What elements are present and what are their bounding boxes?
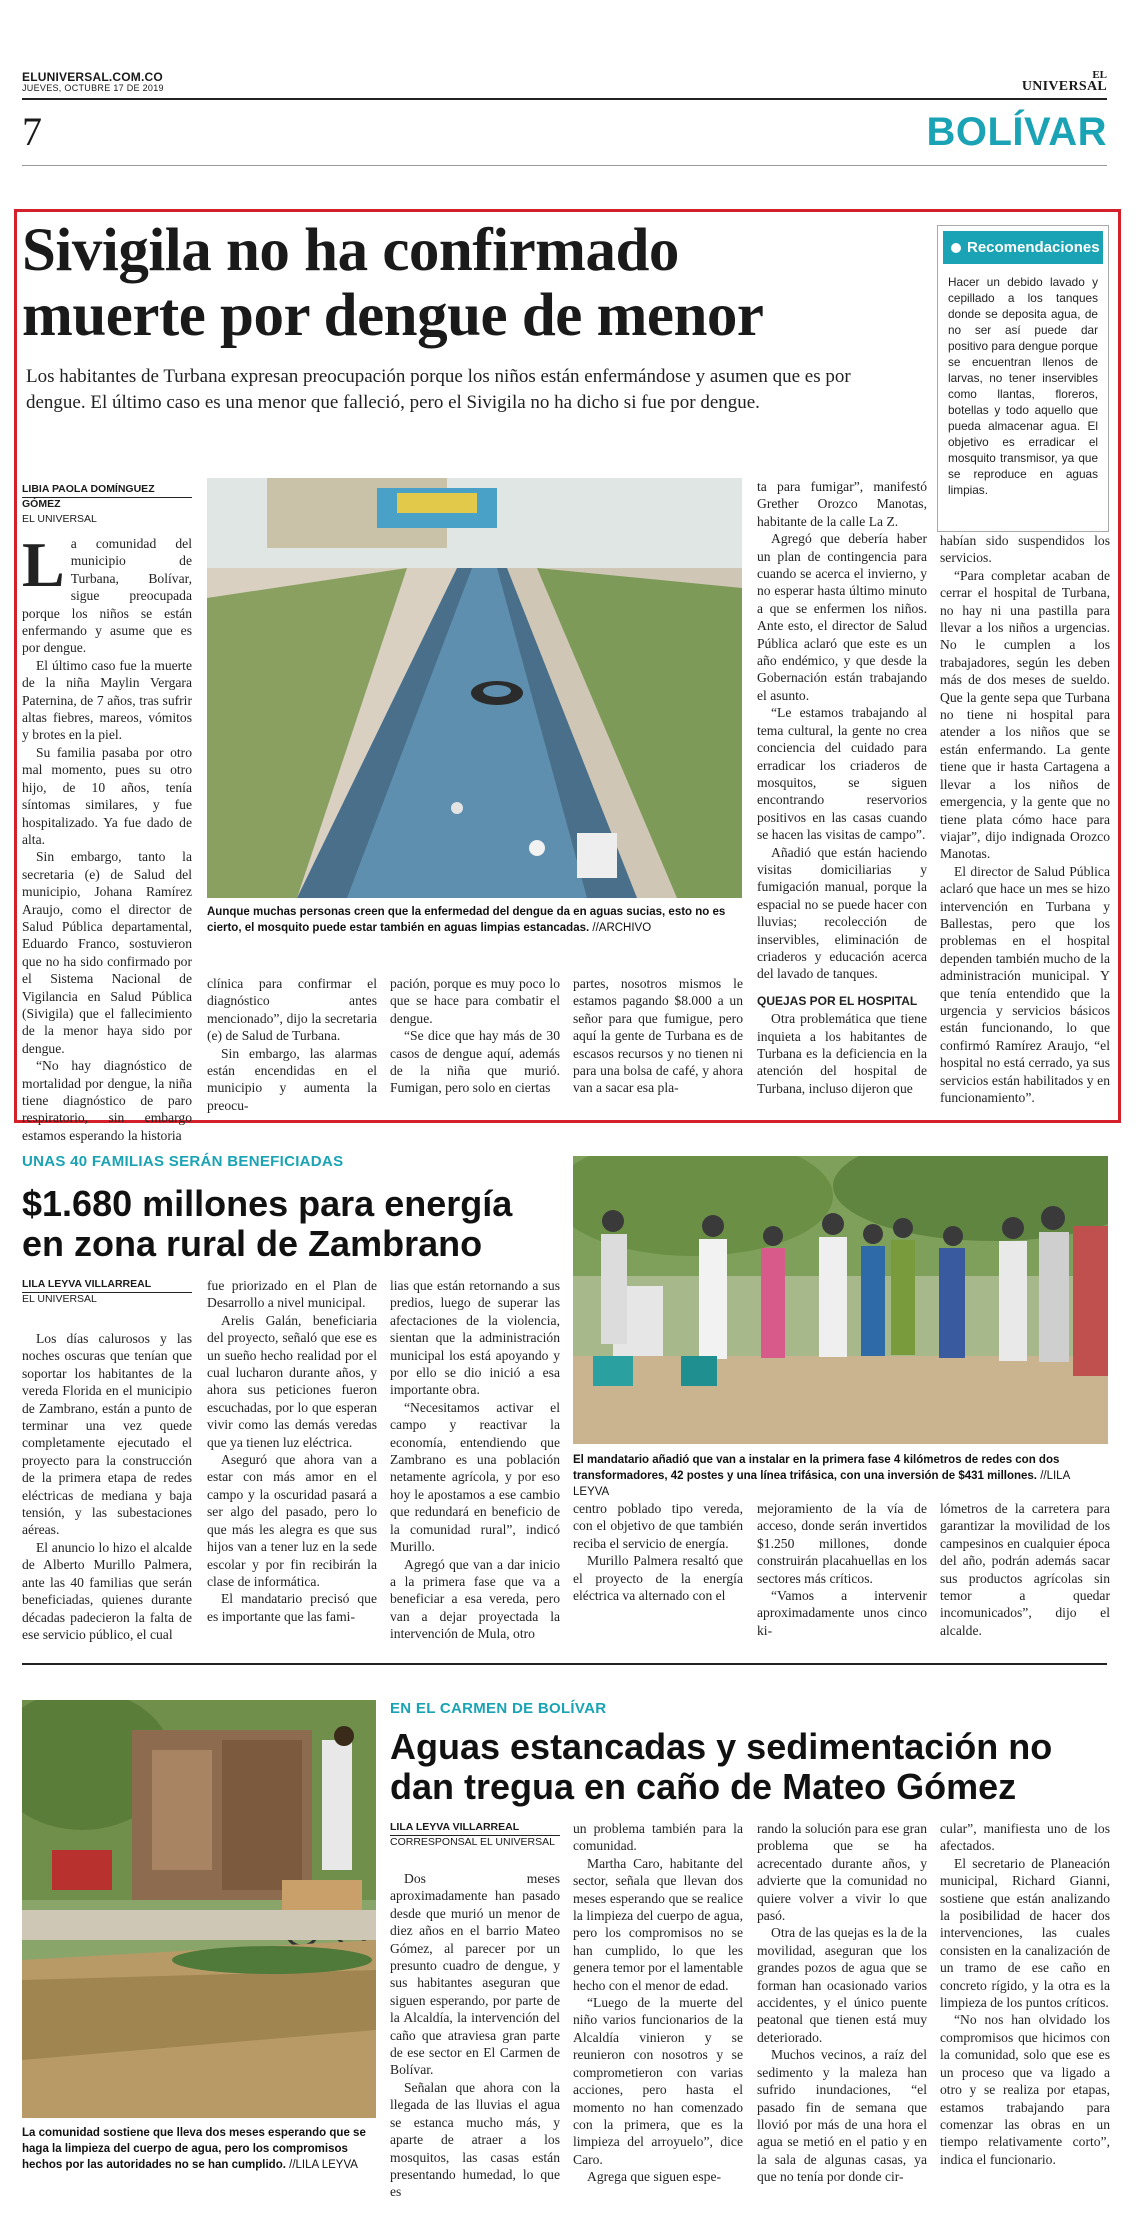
- story1-paragraph: El director de Salud Pública aclaró que hace un mes se hizo intervención en Turbana y Ballestas, pero que los problemas en el hospital dependen también mucho de la administración municipal. Y que tenía entendido que la urgencia y servicios básicos están funcionando, lo que confirmó Ramírez Araujo, “el hospital no está cerrado, ya sus servicios están habilitados y en funcionamiento”.: [940, 863, 1110, 1105]
- logo-line-2: UNIVERSAL: [1021, 79, 1107, 94]
- story2-outlet: EL UNIVERSAL: [22, 1293, 97, 1305]
- story3-paragraph: Agrega que siguen espe-: [587, 2169, 721, 2185]
- story2-kicker: UNAS 40 FAMILIAS SERÁN BENEFICIADAS: [22, 1153, 344, 1170]
- story1-caption-credit: //ARCHIVO: [592, 922, 652, 934]
- logo-line-1: EL: [1092, 69, 1107, 81]
- byline-rule: [22, 497, 192, 498]
- story2-caption: [573, 1452, 1108, 1500]
- masthead-rule: [22, 98, 1107, 100]
- story3-paragraph: “Luego de la muerte del niño varios funcionarios de la Alcaldía vinieron y se reunieron con nosotros y se comprometieron con varias acciones, pero hasta el momento no han comenzado con la primera, que es la limpieza del arroyuelo”, dice Caro.: [573, 1995, 743, 2167]
- story2-photo: [573, 1156, 1108, 1444]
- meeting-photo: [573, 1156, 1108, 1444]
- story2-column-5: [757, 1500, 927, 1639]
- story1-column-2: [207, 975, 377, 1114]
- recommendations-title: Recomendaciones: [967, 239, 1100, 256]
- story3-headline-line1: Aguas estancadas y sedimentación no: [390, 1726, 1053, 1767]
- story1-paragraph: a comunidad del municipio de Turbana, Bolívar, sigue preocupada porque los niños se están enfermando y asume que es por dengue.: [22, 536, 192, 656]
- story2-author: LILA LEYVA VILLARREAL: [22, 1278, 152, 1290]
- story2-paragraph: Murillo Palmera resaltó que el proyecto de la energía eléctrica va alternado con el: [573, 1553, 743, 1604]
- story2-paragraph: centro poblado tipo vereda, con el objetivo de que también reciba el servicio de energía.: [573, 1501, 743, 1551]
- story3-paragraph: un problema también para la comunidad.: [573, 1821, 743, 1854]
- story3-headline-line2: dan tregua en caño de Mateo Gómez: [390, 1766, 1017, 1807]
- newspaper-logo: [1022, 70, 1107, 92]
- story2-paragraph: Aseguró que ahora van a estar con más amor en el campo y la oscuridad pasará a ser algo del pasado, pero lo que más les alegra es que sus hijos van a tener luz en la sede escolar y por fin recibirán la clase de informática.: [207, 1452, 377, 1589]
- story2-headline-line1: $1.680 millones para energía: [22, 1183, 513, 1224]
- story1-paragraph: Sin embargo, las alarmas están encendidas en el municipio y aumenta la preocu-: [207, 1045, 377, 1113]
- story3-caption-credit: //LILA LEYVA: [289, 2159, 358, 2171]
- story1-dropcap: L: [22, 529, 65, 600]
- story-divider: [22, 1663, 1107, 1665]
- story3-paragraph: Dos meses aproximadamente han pasado desde que murió un menor de diez años en el barrio Mateo Gómez, al parecer por un presunto cuadro de dengue, y sus habitantes aseguran que siguen esperando, por parte de la Alcaldía, la intervención del caño que atraviesa gran parte de ese sector en El Carmen de Bolívar.: [390, 1871, 560, 2078]
- story3-paragraph: Señalan que ahora con la llegada de las lluvias el agua se estanca mucho más, y aparte de atraer a los mosquitos, las casas están presentando humedad, lo que es: [390, 2079, 560, 2200]
- story1-caption: [207, 904, 742, 936]
- story3-paragraph: Martha Caro, habitante del sector, señala que llevan dos meses esperando que se realice la limpieza del cuerpo de agua, pero los compromisos no se han cumplido, lo que les genera temor por el lamentable hecho con el menor de edad.: [573, 1855, 743, 1993]
- story2-paragraph: lias que están retornando a sus predios, luego de superar las afectaciones de la violencia, sientan que la administración municipal los está apoyando y por ello se dio inició a esa importante obra.: [390, 1278, 560, 1398]
- story2-paragraph: “Vamos a intervenir aproximadamente unos cinco ki-: [757, 1588, 927, 1638]
- story2-paragraph: El anuncio lo hizo el alcalde de Alberto Murillo Palmera, ante las 40 familias que serán beneficiadas, quienes durante décadas padecieron la falta de ese servicio público, el cual: [22, 1539, 192, 1642]
- story3-column-4: [940, 1820, 1110, 2168]
- story2-paragraph: mejoramiento de la vía de acceso, donde serán invertidos $1.250 millones, donde construirán placahuellas en los sectores más críticos.: [757, 1501, 927, 1586]
- story2-column-6: [940, 1500, 1110, 1639]
- story1-outlet: EL UNIVERSAL: [22, 513, 97, 525]
- story2-caption-text: El mandatario añadió que van a instalar en la primera fase 4 kilómetros de redes con dos transformadores, 42 postes y una línea trifásica, con una inversión de $431 millones.: [573, 1454, 1060, 1482]
- story1-paragraph: Su familia pasaba por otro mal momento, pues su otro hijo, de 10 años, tenía síntomas similares, y fue hospitalizado. Ya fue dado de alta.: [22, 744, 192, 847]
- story2-paragraph: Los días calurosos y las noches oscuras que tenían que soportar los habitantes de la vereda Florida en el municipio de Zambrano, están a punto de terminar una vez quede completamente ejecutado el proyecto para la construcción de la primera etapa de redes eléctricas de mediana y baja tensión, y las subestaciones aéreas.: [22, 1331, 192, 1538]
- story1-byline: [22, 482, 192, 527]
- story2-headline-line2: en zona rural de Zambrano: [22, 1223, 483, 1264]
- story3-caption-text: La comunidad sostiene que lleva dos meses esperando que se haga la limpieza del cuerpo de agua, pero los compromisos hechos por las autoridades no se han cumplido.: [22, 2127, 366, 2171]
- section-title: BOLÍVAR: [926, 110, 1107, 154]
- story2-paragraph: fue priorizado en el Plan de Desarrollo a nivel municipal.: [207, 1278, 377, 1311]
- story2-paragraph: Arelis Galán, beneficiaria del proyecto, señaló que ese es un sueño hecho realidad por el cual lucharon durante años, y ahora sus peticiones fueron escuchadas, por lo que esperan vivir como las demás veredas que ya tienen luz eléctrica.: [207, 1312, 377, 1450]
- story1-paragraph: “Para completar acaban de cerrar el hospital de Turbana, no hay ni una pastilla para llevar a los niños a urgencias. No le cumplen a los trabajadores, según les deben más de dos meses de sueldo. Que la gente sepa que Turbana no tiene ni hospital para atender a los niños que se están enfermando. La gente tiene que ir hasta Cartagena a llevar a los niños de emergencia, y la gente que no tiene plata cómo hace para viajar”, dijo indignada Orozco Manotas.: [940, 567, 1110, 862]
- story1-headline: [22, 218, 922, 348]
- story1-paragraph: “No hay diagnóstico de mortalidad por dengue, la niña tiene diagnóstico de paro respiratorio, sin embargo estamos esperando la historia: [22, 1058, 192, 1143]
- story1-headline-line1: Sivigila no ha confirmado: [22, 217, 679, 284]
- story3-column-3: [757, 1820, 927, 2186]
- story3-kicker: EN EL CARMEN DE BOLÍVAR: [390, 1700, 607, 1717]
- story1-paragraph: partes, nosotros mismos le estamos pagando $8.000 a un señor para que fumigue, pero aquí la gente de Turbana es de escasos recursos y no tienen ni para una bolsa de café, y ahora van a sacar esa pla-: [573, 976, 743, 1096]
- story3-headline: [390, 1727, 1105, 1807]
- story1-paragraph: habían sido suspendidos los servicios.: [940, 533, 1110, 566]
- story3-author: LILA LEYVA VILLARREAL: [390, 1821, 520, 1833]
- story1-paragraph: pación, porque es muy poco lo que se hace para combatir el dengue.: [390, 976, 560, 1026]
- story2-paragraph: lómetros de la carretera para garantizar la movilidad de los campesinos en cualquier época del año, podrán además sacar sus productos agrícolas sin temor a quedar incomunicados”, dijo el alcalde.: [940, 1501, 1110, 1638]
- story2-paragraph: Agregó que van a dar inicio a la primera fase que va a beneficiar a esa vereda, pero van a dejar proyectada la intervención de Mula, otro: [390, 1556, 560, 1642]
- section-rule: [22, 165, 1107, 166]
- story3-paragraph: rando la solución para ese gran problema que se ha acrecentado durante años, y advierte que la comunidad no quiere volver a vivir lo que pasó.: [757, 1821, 927, 1924]
- story3-caption: [22, 2125, 376, 2173]
- story2-column-3: [390, 1277, 560, 1643]
- story1-author: LIBIA PAOLA DOMÍNGUEZ GÓMEZ: [22, 483, 155, 510]
- story3-paragraph: “No nos han olvidado los compromisos que hicimos con la comunidad, solo que ese es un proceso que va ligado a otro y se realiza por etapas, estamos trabajando para comenzar las obras en un tiempo relativamente corto”, indica el funcionario.: [940, 2012, 1110, 2167]
- story1-subhead: QUEJAS POR EL HOSPITAL: [757, 993, 918, 1008]
- story2-headline: [22, 1184, 562, 1264]
- story3-photo: [22, 1700, 376, 2118]
- story1-column-6: [940, 532, 1110, 1106]
- byline-rule: [22, 1292, 192, 1293]
- story1-photo: [207, 478, 742, 898]
- recommendations-box: [937, 225, 1109, 532]
- canal-photo: [207, 478, 742, 898]
- story3-column-1: [390, 1870, 560, 2201]
- story1-caption-text: Aunque muchas personas creen que la enfermedad del dengue da en aguas sucias, esto no es cierto, el mosquito puede estar también en aguas limpias estancadas.: [207, 906, 726, 934]
- story3-outlet: CORRESPONSAL EL UNIVERSAL: [390, 1836, 555, 1848]
- story1-paragraph: Sin embargo, tanto la secretaria (e) de Salud del municipio, Johana Ramírez Araujo, como el director de Salud Pública departamental, Eduardo Franco, sostuvieron que no ha sido confirmado por el Sistema Nacional de Vigilancia en Salud Pública (Sivigila) que el fallecimiento de la menor haya sido por dengue.: [22, 849, 192, 1056]
- story1-paragraph: Otra problemática que tiene inquieta a los habitantes de Turbana es la deficiencia en la atención del hospital de Turbana, incluso dijeron que: [757, 1011, 927, 1096]
- story2-paragraph: “Necesitamos activar el campo y reactivar la economía, entendiendo que Zambrano es una población netamente agrícola, y por eso hoy le apostamos a ese cambio que redundará en beneficio de la comunidad rural”, indicó Murillo.: [390, 1399, 560, 1555]
- story1-headline-line2: muerte por dengue de menor: [22, 282, 764, 349]
- story1-deck: Los habitantes de Turbana expresan preocupación porque los niños están enfermándose y asumen que es por dengue. El último caso es una menor que falleció, pero el Sivigila no ha dicho si fue por dengue.: [26, 366, 851, 413]
- story1-paragraph: clínica para confirmar el diagnóstico antes mencionado”, dijo la secretaria (e) de Salud de Turbana.: [207, 976, 377, 1044]
- page-number: 7: [22, 109, 42, 154]
- recommendations-header: [943, 231, 1103, 264]
- story2-column-1: [22, 1330, 192, 1643]
- site-url[interactable]: ELUNIVERSAL.COM.CO: [22, 70, 163, 84]
- story1-column-5: [757, 478, 927, 1097]
- story3-paragraph: El secretario de Planeación municipal, Richard Gianni, sostiene que están analizando la posibilidad de hacer dos intervenciones, las cuales consisten en la canalización de un tramo de ese caño en concreto rígido, y la otra es la limpieza de los puntos críticos.: [940, 1855, 1110, 2011]
- story1-column-1: [22, 529, 192, 1144]
- story2-caption-credit: //LILA LEYVA: [573, 1470, 1070, 1498]
- bullet-icon: [951, 243, 961, 253]
- story3-paragraph: Muchos vecinos, a raíz del sedimento y la maleza han sufrido inundaciones, “el pasado fin de semana que llovió por más de una hora el agua se metió en el patio y en la sala de algunas casas, ya que no tenía por donde cir-: [757, 2047, 927, 2185]
- story1-paragraph: “Le estamos trabajando al tema cultural, la gente no crea conciencia del cuidado para erradicar los criaderos de mosquitos, se siguen encontrando reservorios positivos en las casas cuando se hacen las visitas de campo”.: [757, 705, 927, 843]
- story3-paragraph: Otra de las quejas es la de la movilidad, aseguran que los grandes pozos de agua que se forman han ocasionado varios accidentes, y el único puente peatonal que tienen está muy deteriorado.: [757, 1925, 927, 2045]
- story1-column-3: [390, 975, 560, 1097]
- story2-column-2: [207, 1277, 377, 1625]
- story3-column-2: [573, 1820, 743, 2186]
- byline-rule: [390, 1835, 560, 1836]
- story1-paragraph: ta para fumigar”, manifestó Grether Orozco Manotas, habitante de la calle La Z.: [757, 479, 927, 529]
- story2-paragraph: El mandatario precisó que es importante que las fami-: [207, 1591, 377, 1624]
- story3-paragraph: cular”, manifiesta uno de los afectados.: [940, 1821, 1110, 1854]
- story1-paragraph: “Se dice que hay más de 30 casos de dengue aquí, además de la niña que murió. Fumigan, pero solo en ciertas: [390, 1028, 560, 1096]
- story1-paragraph: Añadió que están haciendo visitas domiciliarias y fumigación manual, porque la espacial no se puede hacer con lluvias; recolección de inservibles, eliminación de criaderos y educación acerca del lavado de tanques.: [757, 844, 927, 982]
- story1-column-4: [573, 975, 743, 1097]
- story2-column-4: [573, 1500, 743, 1604]
- stream-photo: [22, 1700, 376, 2118]
- story1-paragraph: Agregó que debería haber un plan de contingencia para cuando se acerca el invierno, y no esperar hasta último minuto a que se enfermen los niños. Ante esto, el director de Salud Pública aclaró que este es un año endémico, y que desde la Gobernación están trabajando el asunto.: [757, 531, 927, 703]
- story1-paragraph: El último caso fue la muerte de la niña Maylin Vergara Paternina, de 7 años, tras sufrir altas fiebres, mareos, vómitos y brotes en la piel.: [22, 657, 192, 743]
- issue-date: JUEVES, OCTUBRE 17 DE 2019: [22, 83, 164, 93]
- recommendations-text: Hacer un debido lavado y cepillado a los tanques donde se deposita agua, de no ser así puede dar positivo para dengue porque se encuentran llenos de larvas, no tener inservibles como llantas, floreros, botellas y todo aquello que pueda almacenar agua. El objetivo es erradicar el mosquito transmisor, ya que se reproduce en aguas limpias.: [948, 275, 1098, 497]
